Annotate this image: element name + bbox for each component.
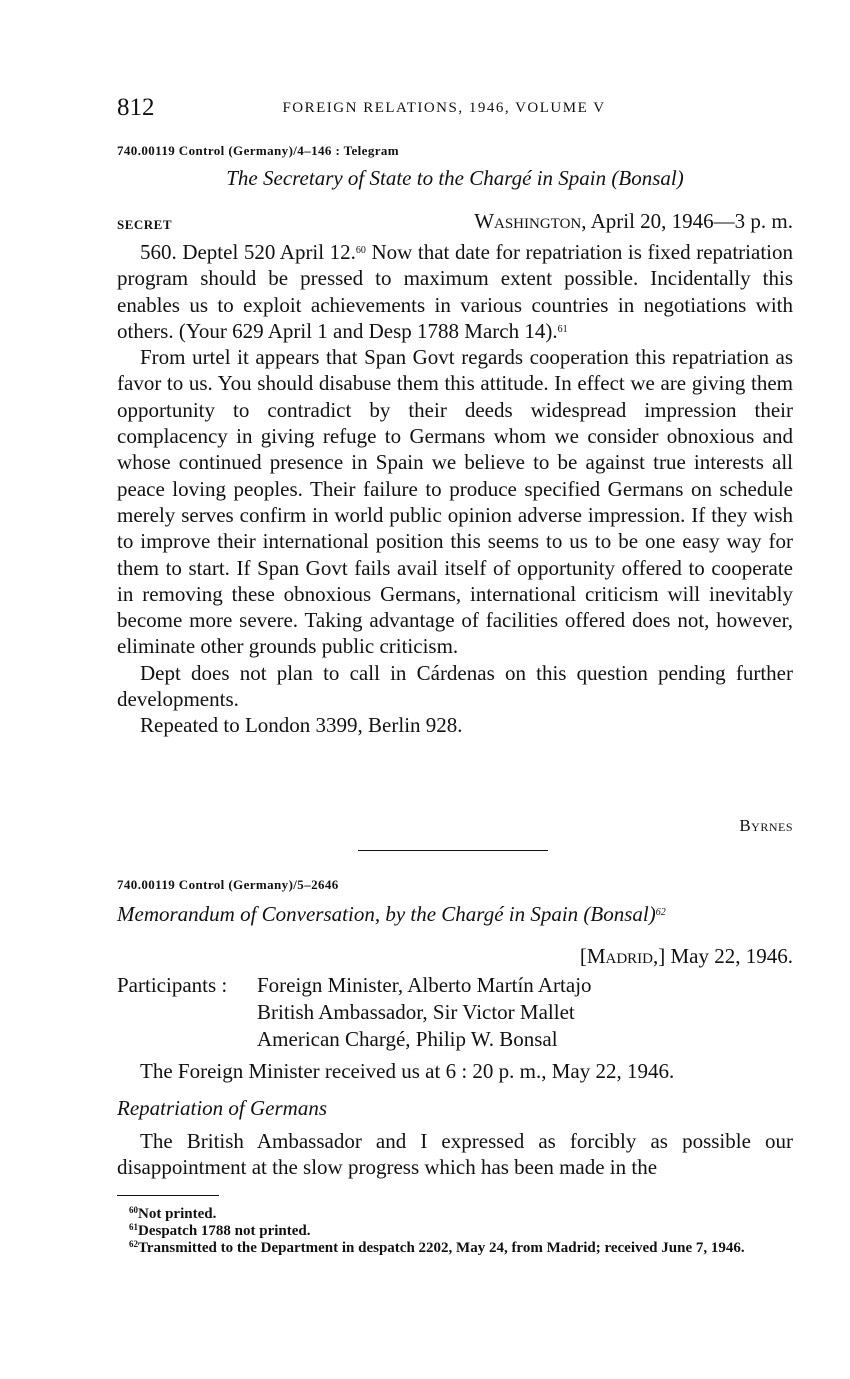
participant-item: Foreign Minister, Alberto Martín Artajo [257,973,592,997]
file-number-2: 740.00119 Control (Germany)/5–2646 [117,877,339,892]
section-subheading: Repatriation of Germans [117,1096,327,1120]
document-title-1: The Secretary of State to the Chargé in Spain (Bonsal) [226,166,684,190]
participant-item: American Chargé, Philip W. Bonsal [257,1027,558,1051]
footnote-ref-60: 60 [355,245,366,256]
memorandum-body [117,1128,793,1181]
footnote-61: $^{61}$Despatch 1788 not printed. [129,1222,311,1239]
telegram-paragraph-1: 560. Deptel 520 April 12.60 Now that date for repatriation is fixed repatriation program should be pressed to maximum extent possible. Incidentally this enables us to exploit achievements in various countries in negotiations with others. (Your 629 April 1 and Desp 1788 March 14).$^{61}$ [117,240,793,343]
footnote-rule [117,1195,219,1196]
dateline-2: [Madrid,] May 22, 1946. [579,944,793,968]
telegram-paragraph-3: Dept does not plan to call in Cárdenas on this question pending further developments. [117,660,793,712]
footnote-62: $^{62}$Transmitted to the Department in despatch 2202, May 24, from Madrid; received June 7, 1946. [129,1239,745,1256]
footnote-ref-61: 61 [557,323,568,335]
title-name-1: Bonsal [618,166,677,190]
page-number: 812 [117,94,155,121]
participant-item: British Ambassador, Sir Victor Mallet [257,1000,575,1024]
signature: Byrnes [739,816,793,835]
footnote-60: $^{60}$Not printed. [129,1205,217,1222]
telegram-paragraph-4: Repeated to London 3399, Berlin 928. [140,713,463,738]
file-number-1: 740.00119 Control (Germany)/4–146 : Telegram [117,143,400,158]
memorandum-paragraph-1: The British Ambassador and I expressed as forcibly as possible our disappointment at the slow progress which has been made in the [117,1129,793,1180]
section-divider [358,850,548,851]
footnote-ref-62: 62 [655,907,666,918]
telegram-body [117,239,793,739]
telegram-paragraph-2: From urtel it appears that Span Govt regards cooperation this repatriation as favor to us. You should disabuse them this attitude. In effect we are giving them opportunity to contradict by their deeds widespread impression their complacency in giving refuge to Germans whom we consider obnoxious and whose continued presence in Spain we believe to be against true interests all peace loving peoples. Their failure to produce specified Germans on schedule merely serves confirm in world public opinion adverse impression. If they wish to improve their international position this seems to us to be one easy way for them to start. If Span Govt fails avail itself of opportunity offered to cooperate in removing these obnoxious Germans, international criticism will inevitably become more severe. Taking advantage of facilities offered does not, however, eliminate other grounds public criticism. [117,345,793,659]
participants-list [257,972,797,1053]
classification-marking: SECRET [117,217,173,232]
document-title-2: Memorandum of Conversation, by the Chargé in Spain (Bonsal)$^{62}$ [117,902,666,926]
received-line: The Foreign Minister received us at 6 : 20 p. m., May 22, 1946. [140,1059,675,1083]
participants-label: Participants : [117,973,228,997]
dateline-1: Washington, April 20, 1946—3 p. m. [474,209,793,233]
footnotes [117,1206,793,1257]
running-head: FOREIGN RELATIONS, 1946, VOLUME V [282,100,606,116]
page-header [117,94,797,128]
